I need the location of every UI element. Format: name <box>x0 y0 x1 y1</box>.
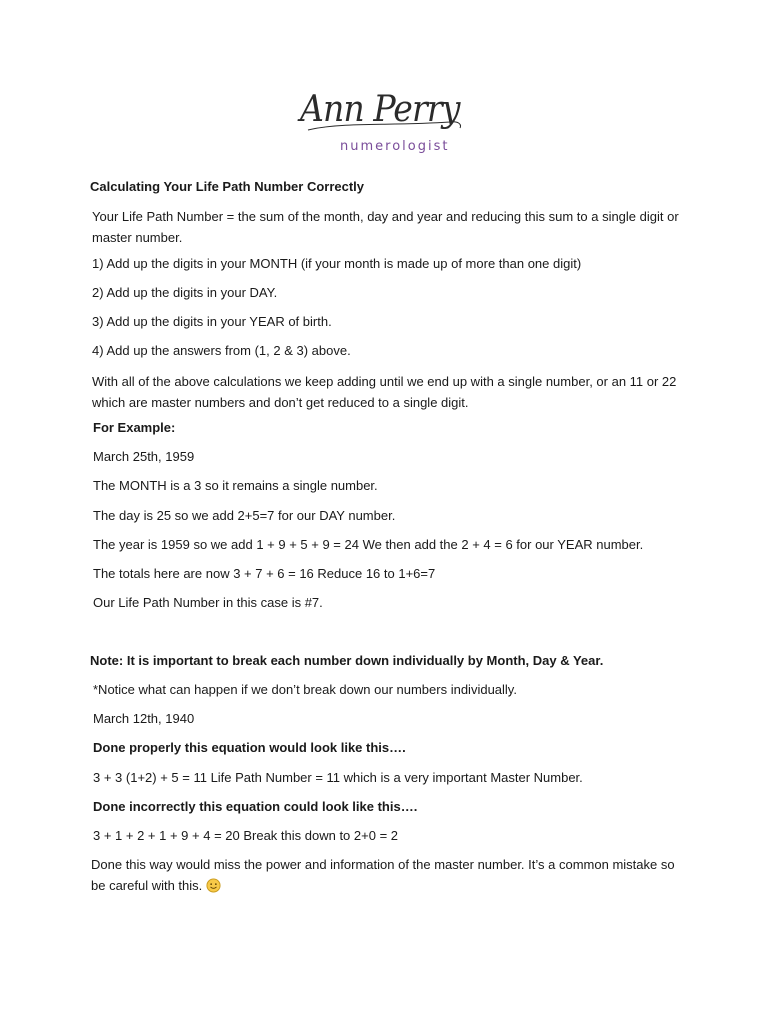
example-year: The year is 1959 so we add 1 + 9 + 5 + 9 = 24 We then add the 2 + 4 = 6 for our YEAR number. <box>93 537 644 552</box>
step-3: 3) Add up the digits in your YEAR of birth. <box>92 314 332 329</box>
step-1: 1) Add up the digits in your MONTH (if your month is made up of more than one digit) <box>92 256 582 271</box>
example-date: March 25th, 1959 <box>93 449 195 464</box>
closing-paragraph <box>91 854 681 896</box>
example2-date: March 12th, 1940 <box>93 711 195 726</box>
step-4: 4) Add up the answers from (1, 2 & 3) above. <box>92 343 351 358</box>
logo-script-text: Ann Perry <box>300 89 460 130</box>
intro-paragraph: Your Life Path Number = the sum of the month, day and year and reducing this sum to a single digit or master number. <box>92 209 679 245</box>
logo-subtitle: numerologist <box>340 139 450 154</box>
notice-text: *Notice what can happen if we don’t break down our numbers individually. <box>93 682 517 697</box>
incorrect-heading: Done incorrectly this equation could look like this…. <box>93 799 418 814</box>
incorrect-equation: 3 + 1 + 2 + 1 + 9 + 4 = 20 Break this down to 2+0 = 2 <box>93 828 398 843</box>
example-result: Our Life Path Number in this case is #7. <box>93 595 323 610</box>
proper-equation: 3 + 3 (1+2) + 5 = 11 Life Path Number = 11 which is a very important Master Number. <box>93 770 583 785</box>
ann-perry-logo <box>300 89 470 164</box>
step-2: 2) Add up the digits in your DAY. <box>92 285 278 300</box>
example-totals: The totals here are now 3 + 7 + 6 = 16 Reduce 16 to 1+6=7 <box>93 566 436 581</box>
example-month: The MONTH is a 3 so it remains a single number. <box>93 478 378 493</box>
note-heading: Note: It is important to break each number down individually by Month, Day & Year. <box>90 653 604 668</box>
smiley-face-icon <box>206 878 221 893</box>
example-day: The day is 25 so we add 2+5=7 for our DAY number. <box>93 508 396 523</box>
document-heading: Calculating Your Life Path Number Correctly <box>90 179 365 194</box>
proper-heading: Done properly this equation would look like this…. <box>93 740 406 755</box>
example-heading: For Example: <box>93 420 176 435</box>
closing-text: Done this way would miss the power and information of the master number. It’s a common mistake so be careful with this. <box>91 857 675 893</box>
calculation-note: With all of the above calculations we keep adding until we end up with a single number, or an 11 or 22 which are master numbers and don’t get reduced to a single digit. <box>92 374 677 410</box>
